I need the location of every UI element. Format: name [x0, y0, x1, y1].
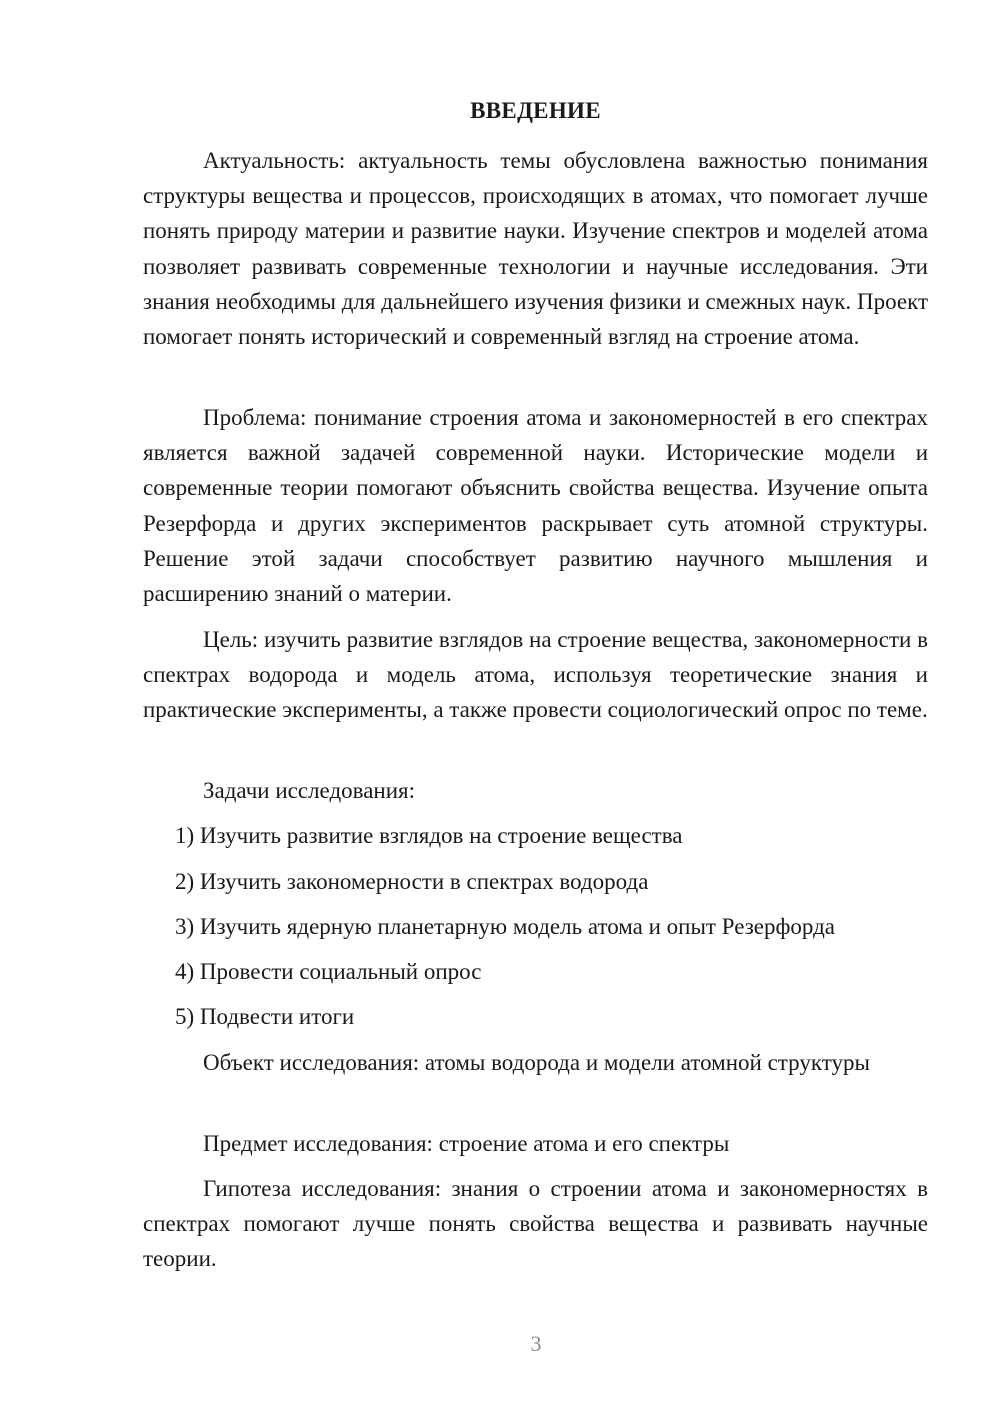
task-item-4: 4) Провести социальный опрос	[175, 959, 482, 984]
paragraph-relevance: Актуальность: актуальность темы обусловлена важностью понимания структуры вещества и процессов, происходящих в атомах, что помогает лучше понять природу материи и развитие науки. Изучение спектров и моделей атома позволяет развивать современные технологии и научные исследования. Эти знания необходимы для дальнейшего изучения физики и смежных наук. Проект помогает понять исторический и современный взгляд на строение атома.	[143, 148, 928, 350]
page-number: 3	[530, 1331, 542, 1356]
tasks-heading: Задачи исследования:	[203, 778, 416, 803]
paragraph-problem: Проблема: понимание строения атома и закономерностей в его спектрах является важной задачей современной науки. Исторические модели и современные теории помогают объяснить свойства вещества. Изучение опыта Резерфорда и других экспериментов раскрывает суть атомной структуры. Решение этой задачи способствует развитию научного мышления и расширению знаний о материи.	[143, 405, 928, 607]
task-item-1: 1) Изучить развитие взглядов на строение вещества	[175, 823, 683, 848]
task-item-3: 3) Изучить ядерную планетарную модель атома и опыт Резерфорда	[175, 914, 836, 939]
paragraph-hypothesis: Гипотеза исследования: знания о строении атома и закономерностях в спектрах помогают лучше понять свойства вещества и развивать научные теории.	[143, 1176, 928, 1272]
task-item-5: 5) Подвести итоги	[175, 1004, 355, 1029]
paragraph-subject: Предмет исследования: строение атома и его спектры	[203, 1131, 730, 1156]
task-item-2: 2) Изучить закономерности в спектрах водорода	[175, 869, 649, 894]
page-title: ВВЕДЕНИЕ	[470, 98, 601, 123]
paragraph-object: Объект исследования: атомы водорода и модели атомной структуры	[203, 1050, 870, 1075]
paragraph-goal: Цель: изучить развитие взглядов на строение вещества, закономерности в спектрах водорода и модель атома, используя теоретические знания и практические эксперименты, а также провести социологический опрос по теме.	[143, 627, 928, 723]
